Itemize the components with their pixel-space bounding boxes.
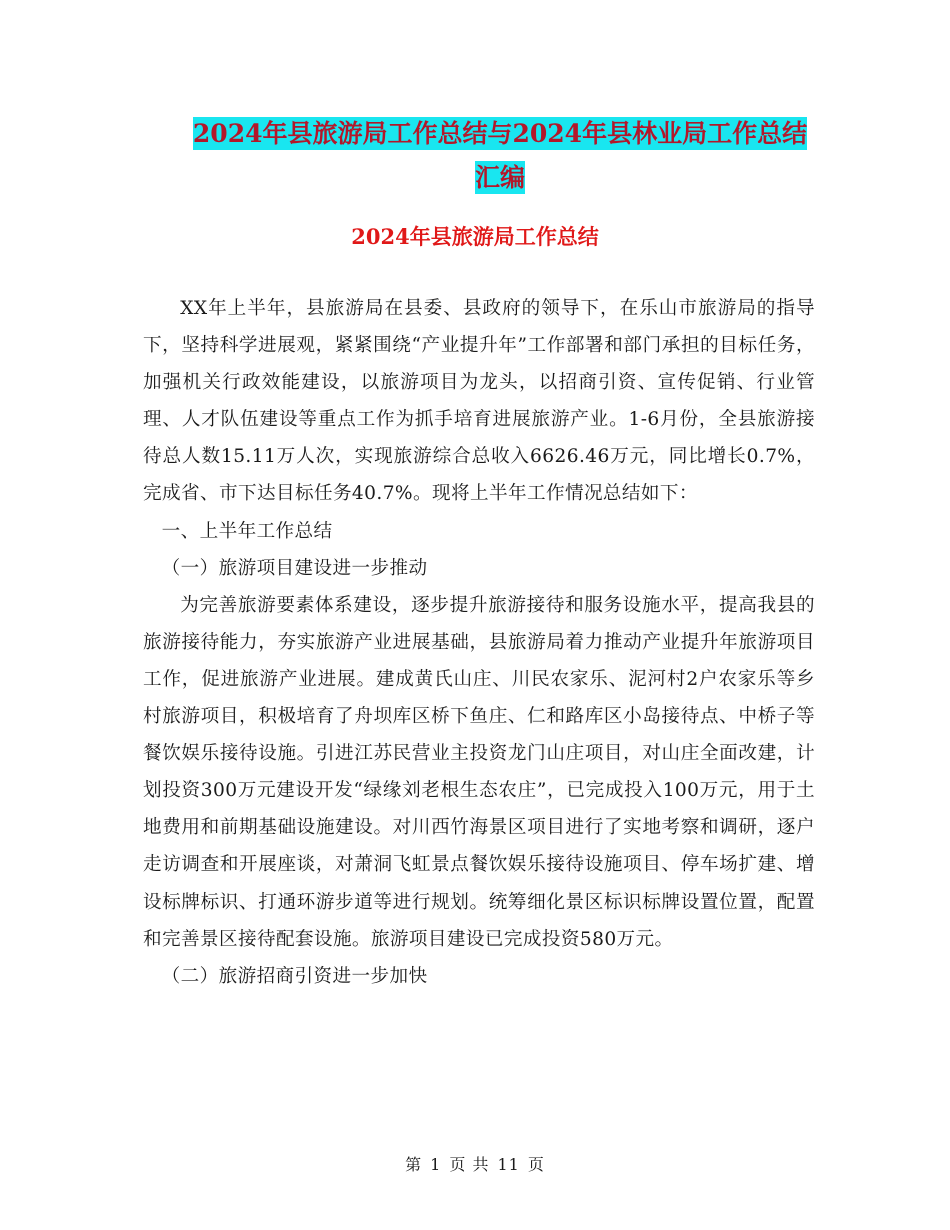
paragraph-intro: XX年上半年，县旅游局在县委、县政府的领导下，在乐山市旅游局的指导下，坚持科学进展观，紧紧围绕“产业提升年”工作部署和部门承担的目标任务，加强机关行政效能建设，以旅游项目为龙头，以招商引资、宣传促销、行业管理、人才队伍建设等重点工作为抓手培育进展旅游产业。1-6月份，全县旅游接待总人数15.11万人次，实现旅游综合总收入6626.46万元，同比增长0.7%，完成省、市下达目标任务40.7%。现将上半年工作情况总结如下： [143, 298, 815, 505]
document-title [120, 112, 880, 200]
page-footer [0, 1154, 950, 1176]
footer-page-number: 1 [430, 1155, 442, 1174]
document-title-line2: 汇编 [474, 163, 525, 192]
document-title-line1: 2024年县旅游局工作总结与2024年县林业局工作总结 [192, 119, 808, 148]
section-title: 2024年县旅游局工作总结 [351, 224, 599, 249]
footer-mid: 页 共 [449, 1155, 490, 1174]
footer-suffix: 页 [527, 1155, 545, 1174]
footer-page-total: 11 [497, 1155, 520, 1174]
document-body [143, 290, 815, 995]
heading-first-half-summary: 一、上半年工作总结 [161, 520, 333, 542]
subheading-investment-attraction: （二）旅游招商引资进一步加快 [161, 965, 428, 987]
paragraph-project-construction: 为完善旅游要素体系建设，逐步提升旅游接待和服务设施水平，提高我县的旅游接待能力，夯实旅游产业进展基础，县旅游局着力推动产业提升年旅游项目工作，促进旅游产业进展。建成黄氏山庄、川民农家乐、泥河村2户农家乐等乡村旅游项目，积极培育了舟坝库区桥下鱼庄、仁和路库区小岛接待点、中桥子等餐饮娱乐接待设施。引进江苏民营业主投资龙门山庄项目，对山庄全面改建，计划投资300万元建设开发“绿缘刘老根生态农庄”，已完成投入100万元，用于土地费用和前期基础设施建设。对川西竹海景区项目进行了实地考察和调研，逐户走访调查和开展座谈，对萧洞飞虹景点餐饮娱乐接待设施项目、停车场扩建、增设标牌标识、打通环游步道等进行规划。统筹细化景区标识标牌设置位置，配置和完善景区接待配套设施。旅游项目建设已完成投资580万元。 [143, 594, 815, 950]
footer-prefix: 第 [405, 1155, 423, 1174]
subheading-project-construction: （一）旅游项目建设进一步推动 [161, 557, 428, 579]
